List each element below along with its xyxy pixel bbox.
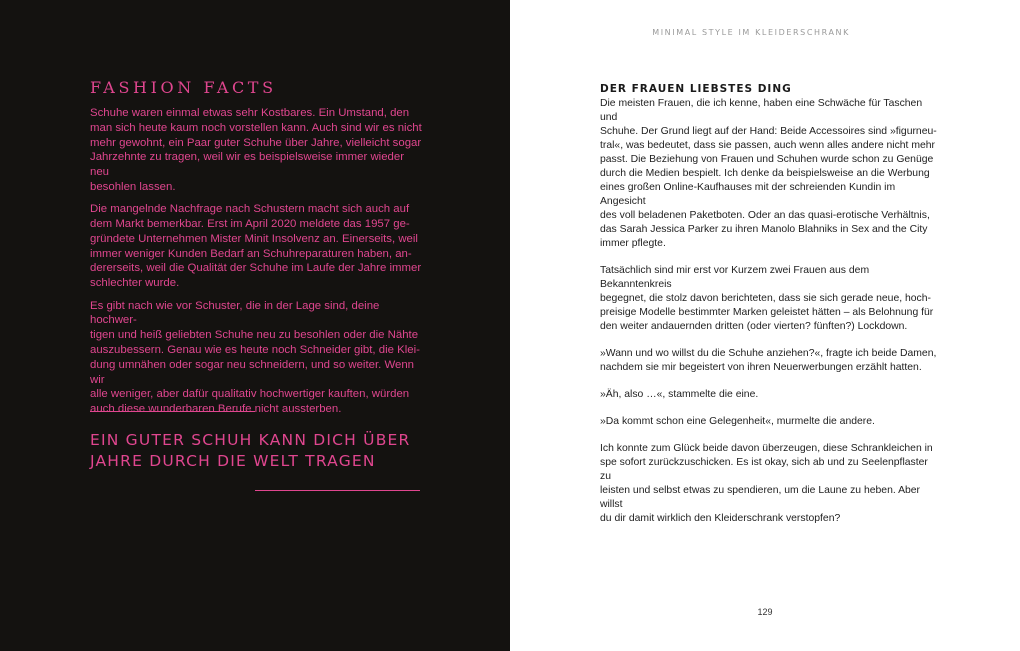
running-head: MINIMAL STYLE IM KLEIDERSCHRANK xyxy=(652,28,850,37)
quote-top-rule xyxy=(90,411,255,412)
body-text xyxy=(600,97,940,539)
quote-bottom-rule xyxy=(255,490,420,491)
fashion-facts-body xyxy=(90,106,426,424)
pull-quote: EIN GUTER SCHUH KANN DICH ÜBER JAHRE DURCH DIE WELT TRAGEN xyxy=(90,431,411,470)
body-paragraph-5: »Da kommt schon eine Gelegenheit«, murmelte die andere. xyxy=(600,416,875,427)
fashion-facts-heading: FASHION FACTS xyxy=(90,78,277,97)
body-paragraph-1: Die meisten Frauen, die ich kenne, haben eine Schwäche für Taschen und Schuhe. Der Grund liegt auf der Hand: Beide Accessoires sind »figurneu- tral«, was bedeutet, dass sie passen, auch wenn alles andere nicht mehr passt. Die Beziehung von Frauen und Schuhen wurde schon zu Genüge durch die Medien bespielt. Ich denke da beispielsweise an die Werbung eines großen Online-Kaufhauses mit der schreienden Kundin im Angesicht des voll beladenen Paketboten. Oder an das quasi-erotische Verhältnis, das Sarah Jessica Parker zu ihren Manolo Blahniks in Sex and the City immer pflegte. xyxy=(600,98,937,249)
body-paragraph-2: Tatsächlich sind mir erst vor Kurzem zwei Frauen aus dem Bekanntenkreis begegnet, die stolz davon berichteten, dass sie sich gerade neue, hoch- preisige Modelle bestimmter Marken geleistet hätten – als Belohnung für den weiter andauernden dritten (oder vierten? fünften?) Lockdown. xyxy=(600,265,934,332)
body-paragraph-4: »Äh, also …«, stammelte die eine. xyxy=(600,389,759,400)
facts-paragraph-3: Es gibt nach wie vor Schuster, die in der Lage sind, deine hochwer- tigen und heiß geliebten Schuhe neu zu besohlen oder die Nähte auszubessern. Genau wie es heute noch Schneider gibt, die Klei- dung umnähen oder sogar neu schneidern, und so weiter. Wenn wir alle weniger, aber dafür qualitativ hochwertiger kauften, würden auch diese wunderbaren Berufe nicht aussterben. xyxy=(90,299,420,416)
facts-paragraph-1: Schuhe waren einmal etwas sehr Kostbares. Ein Umstand, den man sich heute kaum noch vorstellen kann. Auch sind wir es nicht mehr gewohnt, ein Paar guter Schuhe über Jahre, vielleicht sogar Jahrzehnte zu tragen, weil wir es beispielsweise immer wieder neu besohlen lassen. xyxy=(90,107,422,193)
body-paragraph-3: »Wann und wo willst du die Schuhe anziehen?«, fragte ich beide Damen, nachdem sie mir begeistert von ihren Neuerwerbungen erzählt hatten. xyxy=(600,348,937,373)
body-paragraph-6: Ich konnte zum Glück beide davon überzeugen, diese Schrankleichen in spe sofort zurückzuschicken. Es ist okay, sich ab und zu Seelenpflaster zu leisten und selbst etwas zu spendieren, um die Laune zu heben. Aber willst du dir damit wirklich den Kleiderschrank verstopfen? xyxy=(600,443,933,524)
right-page xyxy=(510,0,1020,651)
facts-paragraph-2: Die mangelnde Nachfrage nach Schustern macht sich auch auf dem Markt bemerkbar. Erst im April 2020 meldete das 1957 ge- gründete Unternehmen Mister Minit Insolvenz an. Einerseits, weil immer weniger Kunden Bedarf an Schuhreparaturen haben, an- dererseits, weil die Qualität der Schuhe im Laufe der Jahre immer schlechter wurde. xyxy=(90,203,422,290)
section-title: DER FRAUEN LIEBSTES DING xyxy=(600,83,792,95)
page-number: 129 xyxy=(757,607,773,617)
